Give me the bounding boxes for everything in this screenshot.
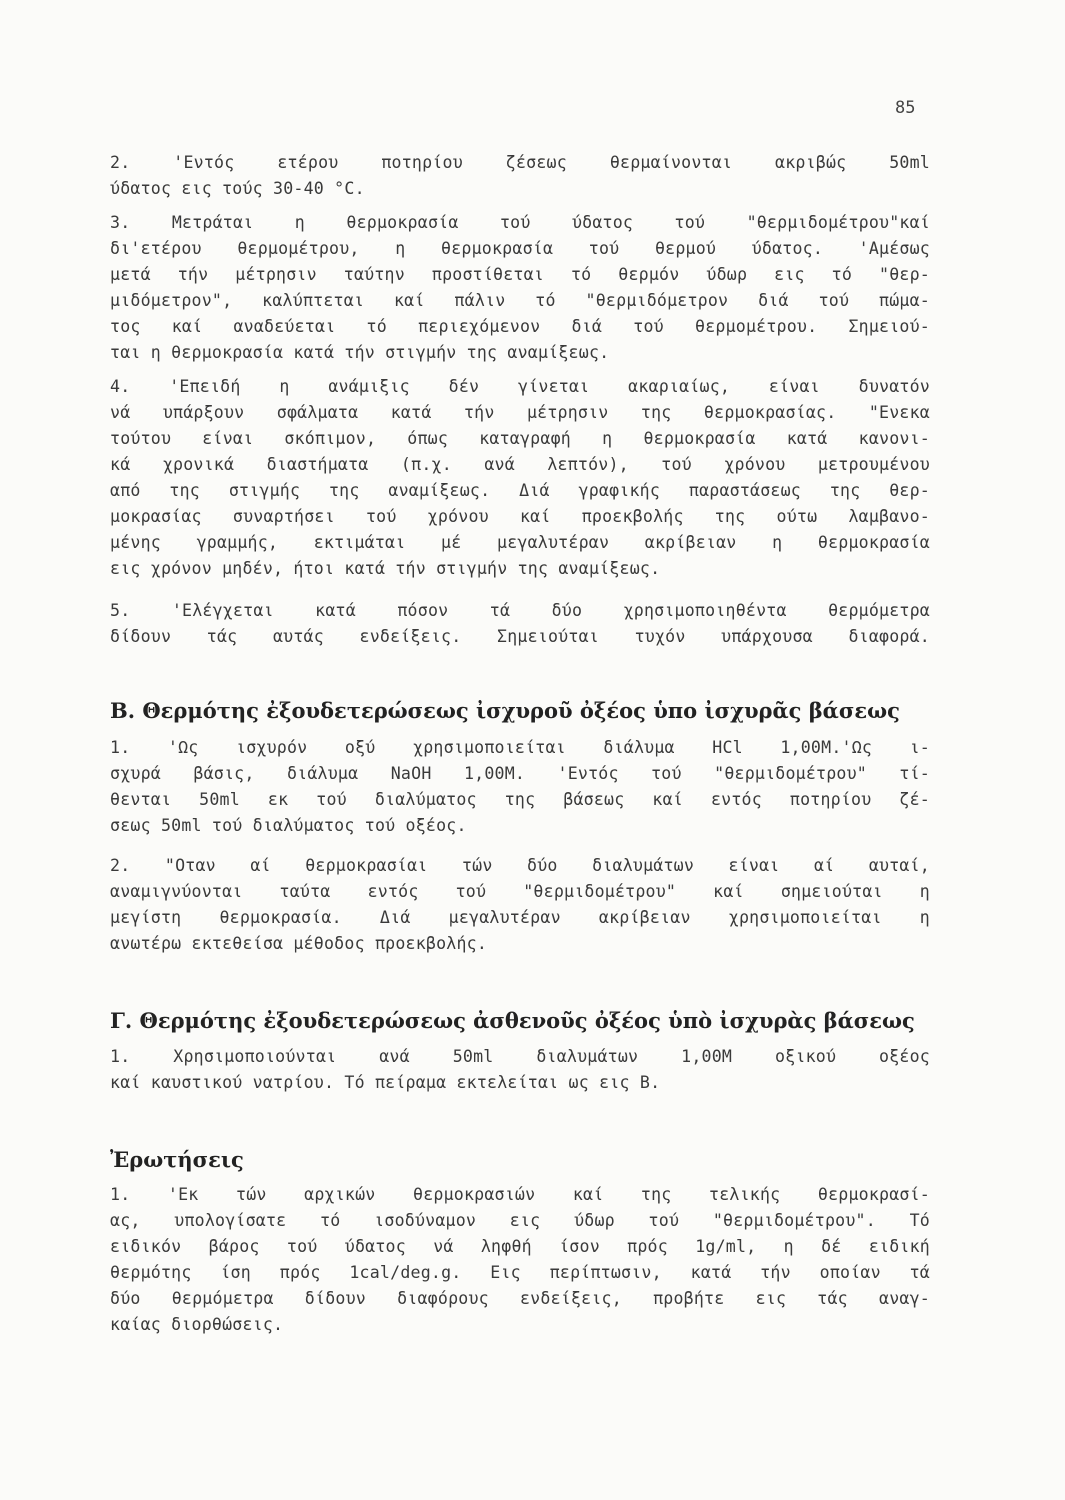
text-line: μετά τήν μέτρησιν ταύτην προστίθεται τό θερμόν ύδωρ εις τό "θερ- bbox=[110, 265, 930, 284]
text-line: 2. 'Εντός ετέρου ποτηρίου ζέσεως θερμαίνονται ακριβώς 50ml bbox=[110, 153, 930, 172]
text-line: αναμιγνύονται ταύτα εντός τού "θερμιδομέτρου" καί σημειούται η bbox=[110, 882, 930, 901]
paragraph-3 bbox=[110, 210, 930, 366]
paragraph-4 bbox=[110, 374, 930, 582]
text-line: 3. Μετράται η θερμοκρασία τού ύδατος τού "θερμιδομέτρου"καί bbox=[110, 213, 930, 232]
page-number: 85 bbox=[895, 98, 916, 118]
text-line: δι'ετέρου θερμομέτρου, η θερμοκρασία τού θερμού ύδατος. 'Αμέσως bbox=[110, 239, 930, 258]
paragraph-b1 bbox=[110, 735, 930, 839]
text-line: κά χρονικά διαστήματα (π.χ. ανά λεπτόν), τού χρόνου μετρουμένου bbox=[110, 455, 930, 474]
paragraph-5 bbox=[110, 598, 930, 650]
text-line: 2. "Οταν αί θερμοκρασίαι τών δύο διαλυμάτων είναι αί αυταί, bbox=[110, 856, 930, 875]
text-line: καίας διορθώσεις. bbox=[110, 1315, 284, 1334]
text-line: ας, υπολογίσατε τό ισοδύναμον εις ύδωρ τού "θερμιδομέτρου". Τό bbox=[110, 1211, 930, 1230]
text-line: 5. 'Ελέγχεται κατά πόσον τά δύο χρησιμοποιηθέντα θερμόμετρα bbox=[110, 601, 930, 620]
text-line: δύο θερμόμετρα δίδουν διαφόρους ενδείξεις, προβήτε εις τάς αναγ- bbox=[110, 1289, 930, 1308]
text-line: 4. 'Επειδή η ανάμιξις δέν γίνεται ακαριαίως, είναι δυνατόν bbox=[110, 377, 930, 396]
paragraph-g1 bbox=[110, 1044, 930, 1096]
text-line: 1. 'Εκ τών αρχικών θερμοκρασιών καί της τελικής θερμοκρασί- bbox=[110, 1185, 930, 1204]
section-heading-g: Γ. Θερμότης ἐξουδετερώσεως ἀσθενοῦς ὀξέος ὑπὸ ἰσχυρὰς βάσεως bbox=[110, 1008, 915, 1033]
paragraph-q1 bbox=[110, 1182, 930, 1338]
text-line: ανωτέρω εκτεθείσα μέθοδος προεκβολής. bbox=[110, 934, 488, 953]
text-line: δίδουν τάς αυτάς ενδείξεις. Σημειούται τυχόν υπάρχουσα διαφορά. bbox=[110, 627, 930, 646]
text-line: ειδικόν βάρος τού ύδατος νά ληφθή ίσον πρός 1g/ml, η δέ ειδική bbox=[110, 1237, 930, 1256]
section-heading-questions: Ἐρωτήσεις bbox=[110, 1147, 244, 1172]
text-line: τος καί αναδεύεται τό περιεχόμενον διά τού θερμομέτρου. Σημειού- bbox=[110, 317, 930, 336]
paragraph-b2 bbox=[110, 853, 930, 957]
text-line: μένης γραμμής, εκτιμάται μέ μεγαλυτέραν ακρίβειαν η θερμοκρασία bbox=[110, 533, 930, 552]
text-line: 1. Χρησιμοποιούνται ανά 50ml διαλυμάτων 1,00M οξικού οξέος bbox=[110, 1047, 930, 1066]
text-line: ύδατος εις τούς 30-40 °C. bbox=[110, 179, 365, 198]
text-line: σεως 50ml τού διαλύματος τού οξέος. bbox=[110, 816, 467, 835]
text-line: σχυρά βάσις, διάλυμα NaOH 1,00M. 'Εντός τού "θερμιδομέτρου" τί- bbox=[110, 764, 930, 783]
text-line: θερμότης ίση πρός 1cal/deg.g. Εις περίπτωσιν, κατά τήν οποίαν τά bbox=[110, 1263, 930, 1282]
section-heading-b: Β. Θερμότης ἐξουδετερώσεως ἰσχυροῦ ὀξέος ὑπο ἰσχυρᾶς βάσεως bbox=[110, 698, 900, 723]
text-line: νά υπάρξουν σφάλματα κατά τήν μέτρησιν της θερμοκρασίας. "Ενεκα bbox=[110, 403, 930, 422]
text-line: θενται 50ml εκ τού διαλύματος της βάσεως καί εντός ποτηρίου ζέ- bbox=[110, 790, 930, 809]
paragraph-2 bbox=[110, 150, 930, 202]
text-line: μεγίστη θερμοκρασία. Διά μεγαλυτέραν ακρίβειαν χρησιμοποιείται η bbox=[110, 908, 930, 927]
text-line: τούτου είναι σκόπιμον, όπως καταγραφή η θερμοκρασία κατά κανονι- bbox=[110, 429, 930, 448]
text-line: εις χρόνον μηδέν, ήτοι κατά τήν στιγμήν της αναμίξεως. bbox=[110, 559, 661, 578]
text-line: από της στιγμής της αναμίξεως. Διά γραφικής παραστάσεως της θερ- bbox=[110, 481, 930, 500]
text-line: μιδόμετρον", καλύπτεται καί πάλιν τό "θερμιδόμετρον διά τού πώμα- bbox=[110, 291, 930, 310]
text-line: ται η θερμοκρασία κατά τήν στιγμήν της αναμίξεως. bbox=[110, 343, 610, 362]
text-line: 1. 'Ως ισχυρόν οξύ χρησιμοποιείται διάλυμα HCl 1,00M.'Ως ι- bbox=[110, 738, 930, 757]
text-line: μοκρασίας συναρτήσει τού χρόνου καί προεκβολής της ούτω λαμβανο- bbox=[110, 507, 930, 526]
text-line: καί καυστικού νατρίου. Τό πείραμα εκτελείται ως εις Β. bbox=[110, 1073, 661, 1092]
